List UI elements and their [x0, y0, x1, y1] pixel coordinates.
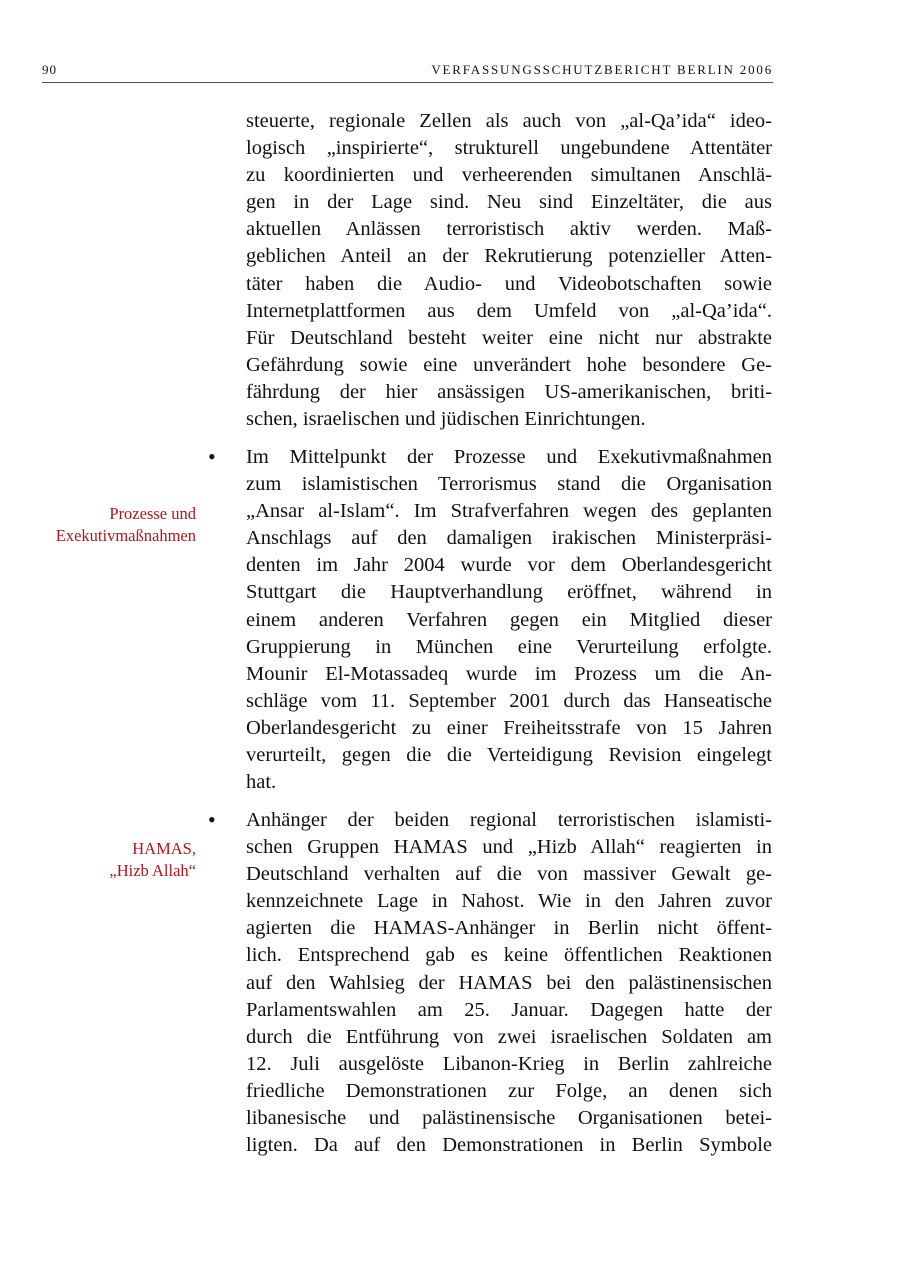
text-line: schen, israelischen und jüdischen Einrichtungen. [246, 408, 646, 431]
text-line: schen Gruppen HAMAS und „Hizb Allah“ reagierten in [246, 836, 772, 859]
page-header [42, 62, 773, 83]
paragraph-prozesse [246, 444, 772, 796]
margin-note-line: „Hizb Allah“ [109, 861, 196, 880]
text-line: zum islamistischen Terrorismus stand die Organisation [246, 473, 772, 496]
text-line: täter haben die Audio- und Videobotschaften sowie [246, 272, 772, 295]
bullet-marker: • [208, 444, 216, 469]
bullet-marker: • [208, 807, 216, 832]
text-line: Oberlandesgericht zu einer Freiheitsstrafe von 15 Jahren [246, 716, 772, 739]
text-line: auf den Wahlsieg der HAMAS bei den palästinensischen [246, 971, 772, 994]
text-line: steuerte, regionale Zellen als auch von „al-Qa’ida“ ideo- [246, 110, 772, 132]
margin-note-line: HAMAS, [132, 839, 196, 858]
margin-note-line: Prozesse und [109, 504, 196, 523]
text-line: Internetplattformen aus dem Umfeld von „al-Qa’ida“. [246, 299, 772, 322]
text-line: Stuttgart die Hauptverhandlung eröffnet, während in [246, 581, 772, 604]
text-line: denten im Jahr 2004 wurde vor dem Oberlandesgericht [246, 554, 772, 577]
text-line: durch die Entführung von zwei israelischen Soldaten am [246, 1025, 772, 1048]
paragraph-intro [246, 108, 772, 433]
text-line: 12. Juli ausgelöste Libanon-Krieg in Berlin zahlreiche [246, 1052, 772, 1075]
text-line: friedliche Demonstrationen zur Folge, an denen sich [246, 1079, 772, 1102]
text-line: Gruppierung in München eine Verurteilung erfolgte. [246, 635, 772, 658]
margin-note-prozesse [56, 503, 196, 547]
text-line: Gefährdung sowie eine unverändert hohe besondere Ge- [246, 353, 772, 376]
text-line: hat. [246, 771, 277, 794]
text-line: ligten. Da auf den Demonstrationen in Berlin Symbole [246, 1134, 772, 1157]
text-line: Mounir El-Motassadeq wurde im Prozess um die An- [246, 662, 772, 685]
text-line: Parlamentswahlen am 25. Januar. Dagegen hatte der [246, 998, 772, 1021]
text-line: Anhänger der beiden regional terroristischen islamisti- [246, 809, 772, 831]
margin-note-hamas [109, 838, 196, 882]
text-line: verurteilt, gegen die die Verteidigung Revision eingelegt [246, 744, 772, 767]
text-line: gen in der Lage sind. Neu sind Einzeltäter, die aus [246, 191, 772, 214]
text-line: agierten die HAMAS-Anhänger in Berlin nicht öffent- [246, 917, 772, 940]
text-line: kennzeichnete Lage in Nahost. Wie in den Jahren zuvor [246, 890, 772, 913]
page-number: 90 [42, 62, 57, 77]
text-line: libanesische und palästinensische Organisationen betei- [246, 1107, 772, 1130]
text-line: Anschlags auf den damaligen irakischen Ministerpräsi- [246, 527, 772, 550]
text-line: schläge vom 11. September 2001 durch das Hanseatische [246, 689, 772, 712]
text-line: aktuellen Anlässen terroristisch aktiv werden. Maß- [246, 218, 772, 241]
text-line: Deutschland verhalten auf die von massiver Gewalt ge- [246, 863, 772, 886]
running-title: VERFASSUNGSSCHUTZBERICHT BERLIN 2006 [431, 62, 773, 77]
margin-note-line: Exekutivmaßnahmen [55, 526, 196, 545]
paragraph-hamas [246, 807, 772, 1159]
text-line: logisch „inspirierte“, strukturell ungebundene Attentäter [246, 137, 772, 160]
text-line: zu koordinierten und verheerenden simultanen Anschlä- [246, 164, 772, 187]
text-line: geblichen Anteil an der Rekrutierung potenzieller Atten- [246, 245, 772, 268]
text-line: fährdung der hier ansässigen US-amerikanischen, briti- [246, 380, 772, 403]
text-line: Für Deutschland besteht weiter eine nicht nur abstrakte [246, 326, 772, 349]
text-line: „Ansar al-Islam“. Im Strafverfahren wegen des geplanten [246, 500, 772, 523]
text-line: einem anderen Verfahren gegen ein Mitglied dieser [246, 608, 772, 631]
text-line: Im Mittelpunkt der Prozesse und Exekutivmaßnahmen [246, 446, 772, 468]
text-line: lich. Entsprechend gab es keine öffentlichen Reaktionen [246, 944, 772, 967]
